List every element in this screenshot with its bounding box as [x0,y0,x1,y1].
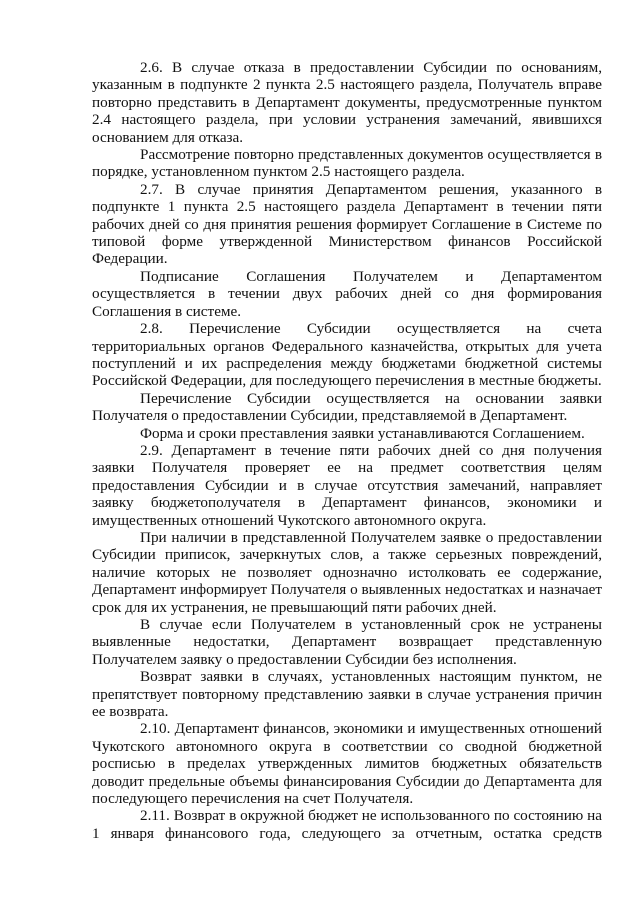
paragraph-2-9: 2.9. Департамент в течение пяти рабочих дней со дня получения заявки Получателя проверяет ее на предмет соответствия целям предоставления Субсидии и в случае отсутствия замечаний, направляет заявку бюджетополучателя в Департамент финансов, экономики и имущественных отношений Чукотского автономного округа. [92,441,602,529]
document-page [92,59,602,842]
paragraph-application-form: Форма и сроки преставления заявки устанавливаются Соглашением. [140,424,585,442]
paragraph-2-8: 2.8. Перечисление Субсидии осуществляется на счета территориальных органов Федерального казначейства, открытых для учета поступлений и их распределения между бюджетами бюджетной системы Российской Федерации, для последующего перечисления в местные бюджеты. [92,320,602,390]
paragraph-agreement-signing: Подписание Соглашения Получателем и Департаментом осуществляется в течении двух рабочих дней со дня формирования Соглашения в системе. [92,267,602,320]
paragraph-resubmission-review: Рассмотрение повторно представленных документов осуществляется в порядке, установленном пунктом 2.5 настоящего раздела. [92,146,602,181]
paragraph-2-6: 2.6. В случае отказа в предоставлении Субсидии по основаниям, указанным в подпункте 2 пункта 2.5 настоящего раздела, Получатель вправе повторно представить в Департамент документы, предусмотренные пунктом 2.4 настоящего раздела, при условии устранения замечаний, явившихся основанием для отказа. [92,59,602,146]
paragraph-return-without-execution: В случае если Получателем в установленный срок не устранены выявленные недостатки, Департамент возвращает представленную Получателем заявку о предоставлении Субсидии без исполнения. [92,616,602,668]
paragraph-defects-notice: При наличии в представленной Получателем заявке о предоставлении Субсидии приписок, зачеркнутых слов, а также серьезных повреждений, наличие которых не позволяет однозначно истолковать ее содержание, Департамент информирует Получателя о выявленных недостатках и назначает срок для их устранения, не превышающий пяти рабочих дней. [92,528,602,616]
paragraph-transfer-basis: Перечисление Субсидии осуществляется на основании заявки Получателя о предоставлении Субсидии, представляемой в Департамент. [92,389,602,425]
paragraph-2-11: 2.11. Возврат в окружной бюджет не использованного по состоянию на 1 января финансового года, следующего за отчетным, остатка средств [92,807,602,842]
paragraph-2-7: 2.7. В случае принятия Департаментом решения, указанного в подпункте 1 пункта 2.5 настоящего раздела Департамент в течении пяти рабочих дней со дня принятия решения формирует Соглашение в Системе по типовой форме утвержденной Министерством финансов Российской Федерации. [92,180,602,268]
paragraph-2-10: 2.10. Департамент финансов, экономики и имущественных отношений Чукотского автономного округа в соответствии со сводной бюджетной росписью в пределах утвержденных лимитов бюджетных обязательств доводит предельные объемы финансирования Субсидии до Департамента для последующего перечисления на счет Получателя. [92,720,602,808]
paragraph-resubmission-allowed: Возврат заявки в случаях, установленных настоящим пунктом, не препятствует повторному представлению заявки в случае устранения причин ее возврата. [92,668,602,721]
